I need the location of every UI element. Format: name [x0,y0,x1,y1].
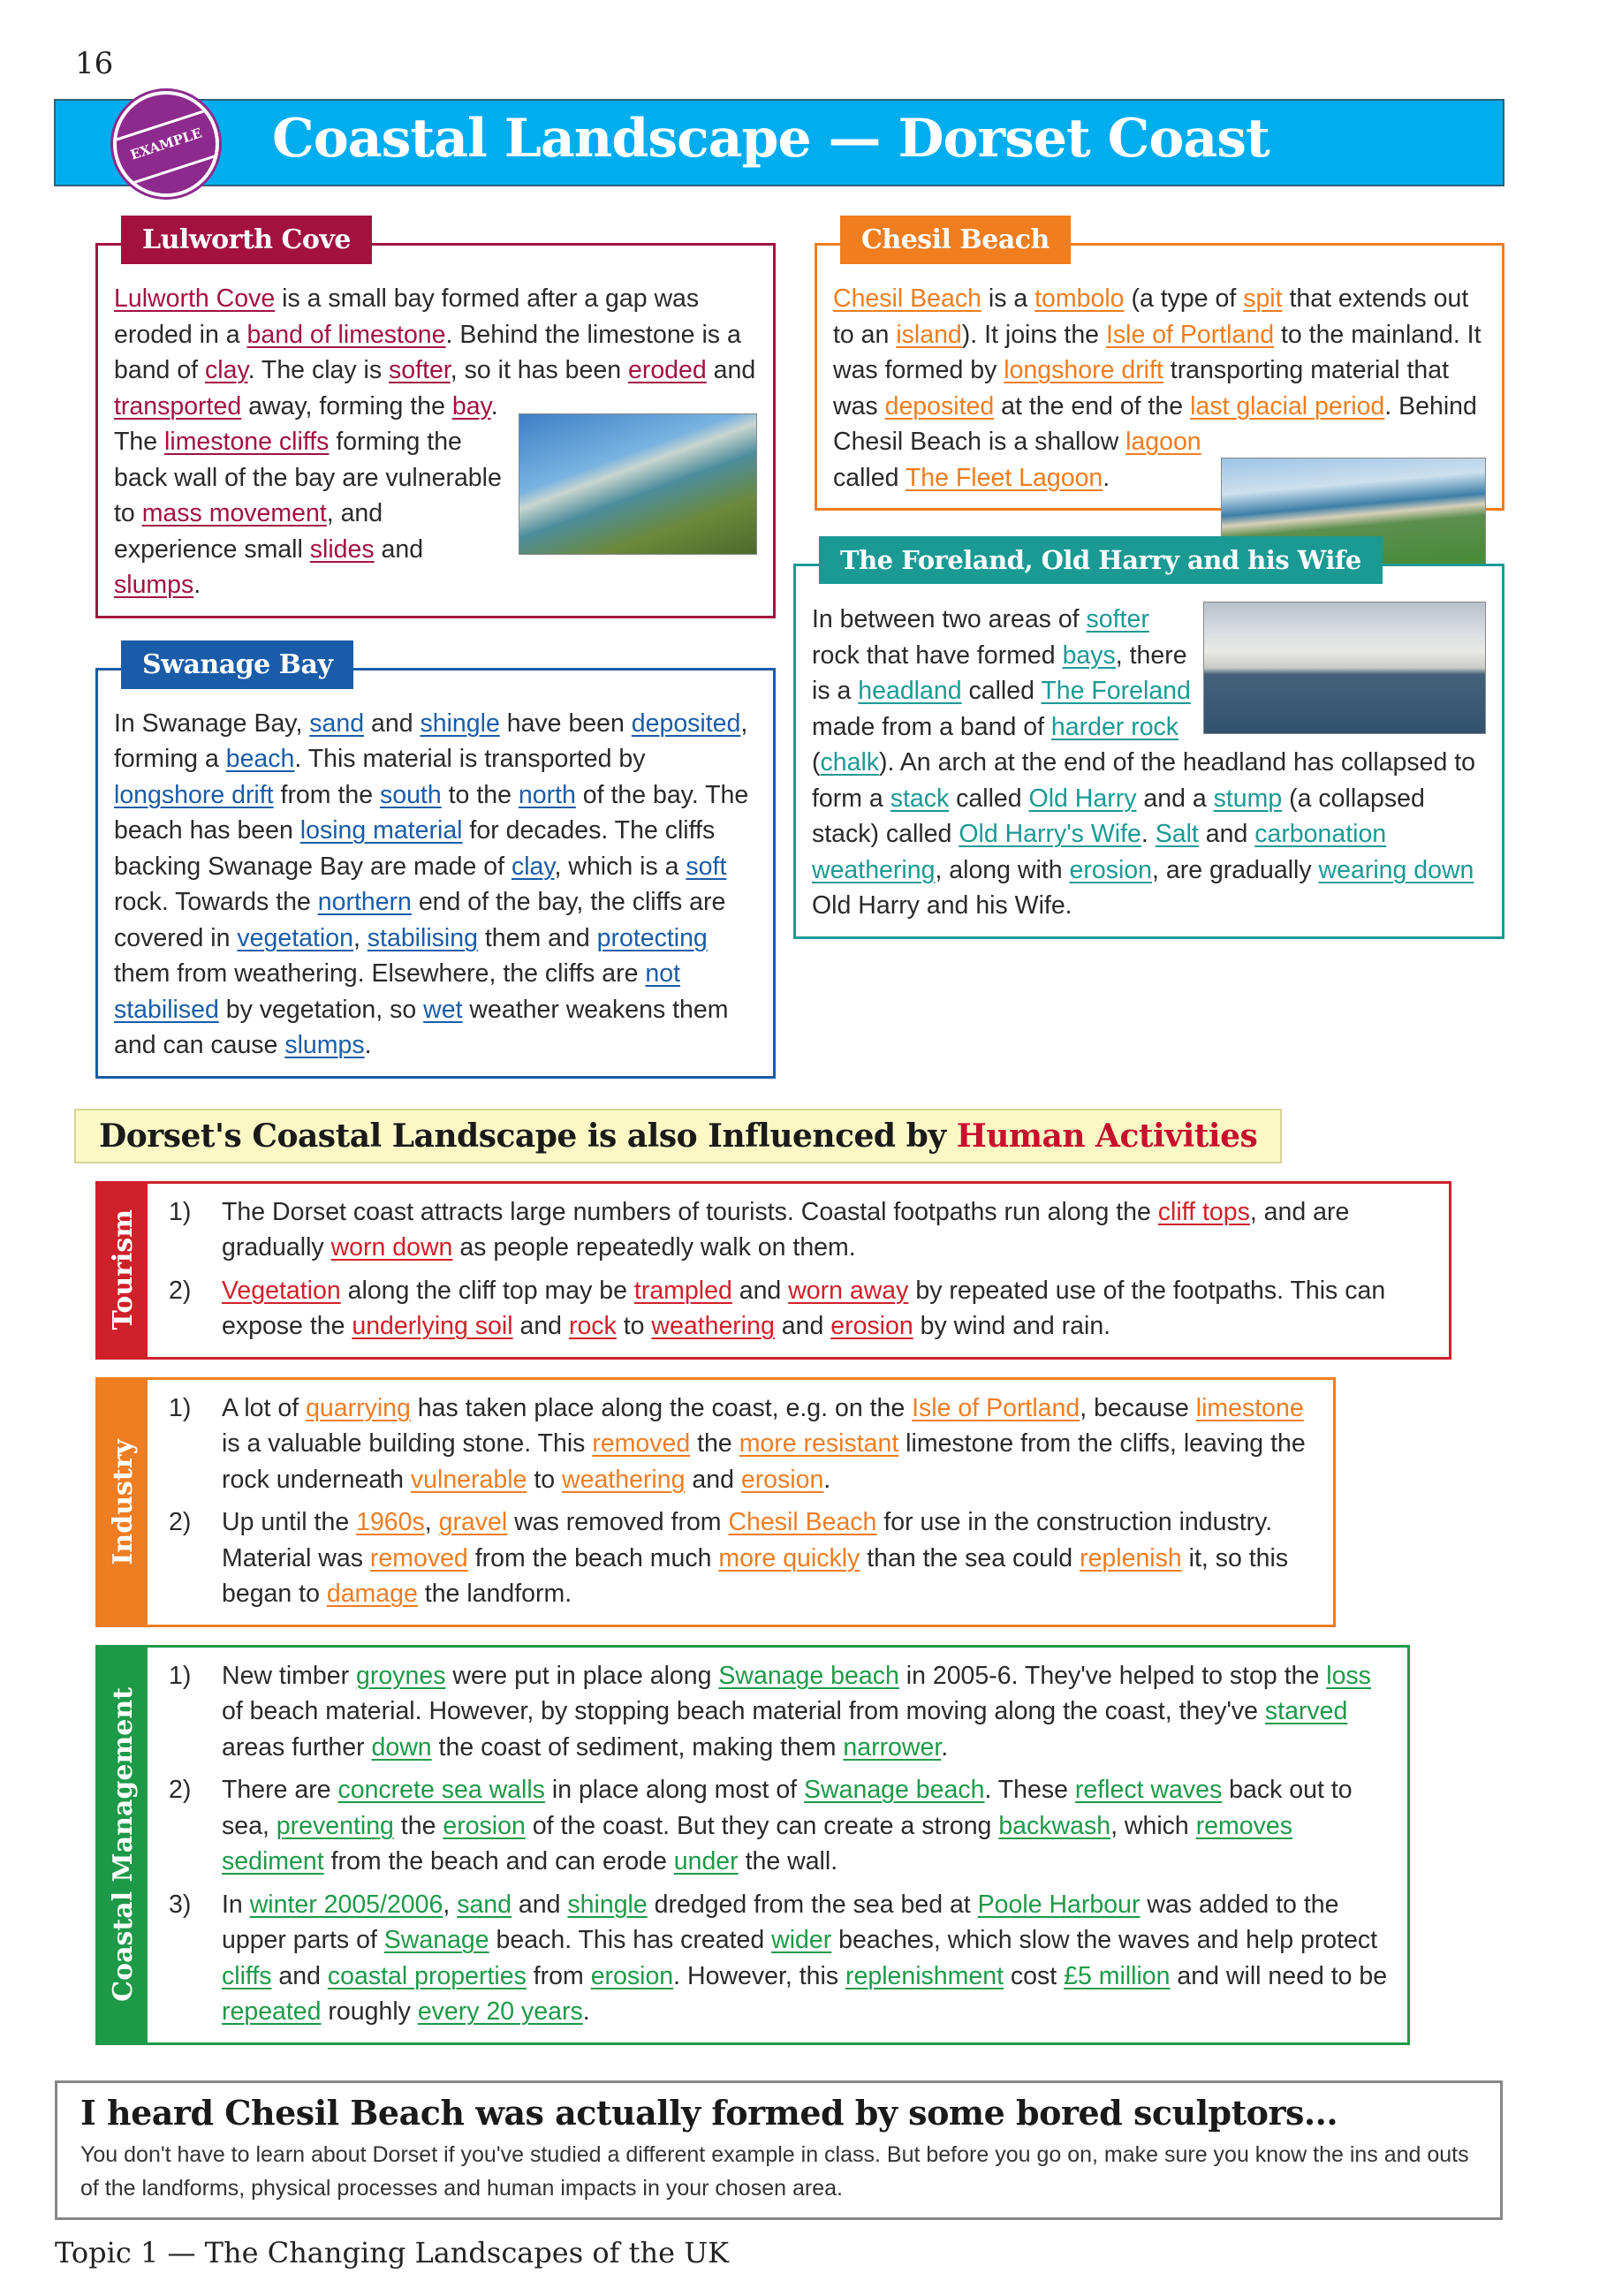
key-term: slumps [284,1031,365,1059]
item-number: 1) [169,1197,192,1226]
text-run: beaches, which slow the waves and help protect [831,1926,1378,1954]
text-run: were put in place along [445,1661,719,1690]
key-term: removes sediment [222,1811,1292,1875]
tourism-box [95,1181,1451,1360]
text-run: have been [499,709,632,738]
text-run: the landform. [417,1580,572,1608]
key-term: wearing down [1318,855,1474,884]
key-term: worn away [788,1276,909,1305]
key-term: quarrying [306,1393,411,1422]
key-term: 1960s [356,1508,425,1536]
category-band [98,1380,148,1625]
text-run: in 2005-6. They've helped to stop the [898,1661,1327,1690]
text-run: . However, this [673,1961,845,1990]
key-term: lagoon [1125,428,1201,456]
text-run: along the cliff top may be [340,1276,634,1305]
text-run: is a [981,284,1035,313]
text-run: in place along most of [544,1776,805,1804]
key-term: weathering [562,1465,686,1494]
key-term: not stabilised [114,959,681,1024]
page-number: 16 [75,46,114,81]
key-term: Salt [1155,820,1199,848]
text-run: them from weathering. Elsewhere, the cliffs are [114,959,646,988]
text-run: Old Harry and his Wife. [812,891,1072,920]
key-term: replenish [1080,1543,1182,1572]
key-term: last glacial period [1190,391,1385,421]
text-run: and [512,1890,568,1919]
activity-list [148,1648,1407,2042]
text-run: at the end of the [994,391,1191,421]
text-run: dredged from the sea bed at [647,1890,978,1919]
text-run: , are gradually [1152,855,1319,884]
list-item [169,1273,1436,1345]
key-term: island [896,320,962,349]
key-term: deposited [884,391,995,421]
foreland-box [793,545,1504,939]
key-term: sand [309,709,365,738]
text-run: was added to the upper parts of [222,1890,1339,1954]
text-run: and [374,534,424,564]
key-term: south [379,780,442,809]
key-term: longshore drift [1004,356,1163,384]
text-run: , [352,923,368,952]
text-run: ). It joins the [961,320,1106,349]
item-number: 1) [169,1661,192,1690]
banner-prefix: Dorset's Coastal Landscape is also Influenced by [99,1117,957,1155]
key-term: worn down [330,1233,453,1262]
key-term: backwash [998,1811,1111,1840]
text-run: the wall. [738,1847,838,1875]
text-run: it, so this began to [222,1543,1289,1608]
key-term: Swanage beach [718,1661,899,1690]
text-run: There are [222,1776,338,1804]
item-number: 2) [169,1776,192,1804]
text-run: to [616,1312,652,1340]
list-item [169,1658,1395,1766]
key-term: mass movement [141,499,327,527]
banner-highlight: Human Activities [956,1117,1258,1155]
key-term: vegetation [237,923,353,952]
text-run: , so it has been [450,356,628,384]
key-term: band of limestone [246,320,446,349]
case-study-columns [0,215,1599,1079]
key-term: bays [1062,640,1116,670]
key-term: slumps [114,571,194,599]
text-run: , [424,1508,439,1536]
text-run: called [961,677,1042,705]
text-run: . [193,571,201,599]
activity-list [148,1184,1449,1357]
text-run: called [833,463,906,492]
key-term: damage [326,1580,418,1608]
key-term: Vegetation [222,1276,341,1305]
text-run: The Dorset coast attracts large numbers of tourists. Coastal footpaths run along the [222,1197,1158,1226]
category-label: Coastal Management [107,1687,139,2002]
human-activities-banner [74,1109,1282,1163]
text-run: by repeated use of the footpaths. This can expose the [222,1276,1386,1340]
text-run: of the bay. The beach has been [114,780,749,845]
text-run: (a type of [1124,284,1244,313]
text-run: , and experience small [114,499,383,564]
text-run: from the beach and can erode [323,1847,674,1875]
key-term: chalk [820,748,880,777]
key-term: north [518,780,576,809]
lulworth-cove-text [114,281,757,603]
text-run: areas further [222,1732,372,1762]
key-term: deposited [631,709,741,738]
key-term: underlying soil [352,1312,513,1340]
text-run: called [949,784,1029,813]
text-run: was removed from [507,1508,729,1536]
text-run: , which [1110,1811,1196,1840]
text-run: In Swanage Bay, [114,709,310,738]
text-run: of the coast. But they can create a strong [525,1811,999,1840]
item-number: 3) [169,1890,192,1919]
text-run: ( [812,748,821,777]
tip-box [55,2080,1503,2220]
text-run: by vegetation, so [218,995,424,1024]
item-number: 1) [169,1393,192,1422]
chesil-beach-box [815,224,1504,511]
key-term: Isle of Portland [912,1393,1080,1422]
key-term: loss [1326,1661,1371,1690]
text-run: forming the back wall of the bay are vulnerable to [114,428,502,527]
text-run: the coast of sediment, making them [431,1732,844,1762]
old-harry-photo [1203,602,1486,734]
text-run: and [1198,820,1255,848]
text-run: . [1103,463,1110,492]
list-item [169,1504,1321,1612]
text-run: roughly [321,1997,418,2026]
text-run: as people repeatedly walk on them. [452,1233,856,1262]
text-run: and [685,1465,741,1494]
text-run: cost [1004,1961,1065,1990]
key-term: Lulworth Cove [114,284,276,313]
key-term: gravel [438,1508,508,1536]
tip-heading: I heard Chesil Beach was actually formed by some bored sculptors... [80,2092,1338,2133]
key-term: vulnerable [410,1465,527,1494]
text-run: is a small bay formed after a gap was eroded in a [114,284,700,349]
text-run: , there is a [812,640,1187,705]
key-term: erosion [740,1465,824,1494]
text-run: to the [441,780,519,809]
text-run: away, forming the [241,391,452,421]
text-run: is a valuable building stone. This [222,1429,593,1458]
chesil-beach-heading: Chesil Beach [840,216,1071,264]
text-run: and [774,1312,831,1340]
coastal-management-box [95,1645,1410,2045]
key-term: Old Harry [1028,784,1137,813]
key-term: longshore drift [114,780,274,809]
key-term: erosion [1069,855,1153,884]
text-run: . This material is transported by [294,745,646,773]
key-term: repeated [222,1997,322,2026]
key-term: tombolo [1034,284,1125,313]
example-badge [113,91,219,197]
text-run: In [222,1890,250,1919]
key-term: softer [389,356,451,384]
key-term: Swanage [383,1926,489,1954]
key-term: £5 million [1064,1961,1171,1990]
page-title: Coastal Landscape — Dorset Coast [272,108,1269,170]
key-term: sand [457,1890,512,1919]
key-term: trampled [633,1276,732,1305]
text-run: from [526,1961,591,1990]
text-run: from the [273,780,380,809]
text-run: , forming a [114,709,748,773]
key-term: bay [451,391,491,421]
key-term: starved [1264,1697,1348,1725]
text-run: and [706,356,756,384]
key-term: losing material [299,816,463,845]
key-term: clay [205,356,248,384]
key-term: wider [771,1926,832,1954]
text-run: has taken place along the coast, e.g. on the [410,1393,913,1422]
key-term: more quickly [718,1543,860,1572]
key-term: cliff tops [1157,1197,1250,1226]
text-run: Up until the [222,1508,357,1536]
item-text [222,1887,1395,2030]
text-run: and [271,1961,328,1990]
key-term: stabilising [367,923,478,952]
text-run: for use in the construction industry. Material was [222,1508,1273,1572]
key-term: The Foreland [1041,677,1191,705]
key-term: carbonation weathering [812,820,1387,884]
key-term: clay [511,852,555,881]
text-run: and [364,709,421,738]
text-run: A lot of [222,1393,307,1422]
text-run: and [731,1276,789,1305]
key-term: The Fleet Lagoon [905,463,1103,492]
text-run: In between two areas of [812,605,1087,633]
key-term: limestone cliffs [164,428,330,456]
text-run: beach. This has created [489,1926,772,1954]
key-term: headland [858,677,962,705]
text-run: . Behind the limestone is a band of [114,320,741,384]
lulworth-cove-photo [519,413,757,555]
key-term: limestone [1195,1393,1304,1422]
text-run: . [364,1031,372,1059]
category-label: Industry [107,1438,139,1565]
key-term: down [371,1732,432,1762]
key-term: reflect waves [1074,1776,1223,1804]
lulworth-cove-heading: Lulworth Cove [121,216,372,264]
key-term: beach [225,745,295,773]
tip-text: You don't have to learn about Dorset if you've studied a different example in class. But before you go on, make sure you know the ins and outs of the landforms, physical processes and human impacts in your chosen area. [80,2141,1469,2201]
list-item [169,1194,1436,1266]
text-run: . [941,1732,949,1762]
item-text [222,1390,1321,1498]
key-term: stump [1213,784,1283,813]
list-item [169,1390,1321,1498]
key-term: narrower [843,1732,942,1762]
list-item [169,1887,1395,2030]
page-header [54,99,1504,186]
text-run: from the beach much [467,1543,719,1572]
key-term: rock [568,1312,617,1340]
key-term: every 20 years [417,1997,583,2026]
text-run: to the mainland. It was formed by [833,320,1482,384]
key-term: northern [317,888,412,916]
key-term: concrete sea walls [337,1776,545,1804]
key-term: Swanage beach [804,1776,985,1804]
key-term: weathering [651,1312,775,1340]
item-number: 2) [169,1508,192,1536]
swanage-bay-text [114,706,757,1064]
text-run: New timber [222,1661,357,1690]
text-run: weather weakens them and can cause [114,995,729,1059]
key-term: erosion [590,1961,674,1990]
badge-label: EXAMPLE [128,125,204,163]
key-term: wet [423,995,463,1024]
text-run: and a [1136,784,1214,813]
key-term: spit [1243,284,1283,313]
key-term: under [673,1847,739,1875]
key-term: groynes [356,1661,446,1690]
key-term: stack [890,784,950,813]
key-term: cliffs [222,1961,272,1990]
key-term: removed [592,1429,691,1458]
list-item [169,1772,1395,1880]
key-term: transported [114,391,242,421]
text-run: for decades. The cliffs backing Swanage Bay are made of [114,816,716,881]
category-band [98,1648,148,2042]
text-run: transporting material that was [833,356,1450,421]
key-term: eroded [627,356,707,384]
text-run: , which is a [554,852,686,881]
text-run: . [582,1997,590,2026]
key-term: shingle [567,1890,648,1919]
text-run: . [1141,820,1156,848]
text-run: to [527,1465,563,1494]
key-term: Chesil Beach [728,1508,877,1536]
text-run: the [690,1429,739,1458]
text-run: that extends out to an [833,284,1469,349]
foreland-text [812,602,1486,924]
text-run: limestone from the cliffs, leaving the rock underneath [222,1429,1306,1494]
text-run: end of the bay, the cliffs are covered in [114,888,726,952]
key-term: slides [309,534,375,564]
key-term: shingle [420,709,500,738]
text-run: the [393,1811,443,1840]
item-text [222,1194,1436,1266]
text-run: , because [1080,1393,1196,1422]
text-run: . The clay is [247,356,390,384]
text-run: , [443,1890,458,1919]
text-run: by wind and rain. [913,1312,1111,1340]
item-text [222,1658,1395,1766]
item-text [222,1504,1321,1612]
text-run: , and are gradually [222,1197,1350,1262]
swanage-bay-box [95,648,776,1079]
text-run: . [823,1465,831,1494]
key-term: soft [686,852,727,881]
text-run: . Behind Chesil Beach is a shallow [833,391,1477,456]
industry-box [95,1377,1336,1627]
item-text [222,1273,1436,1345]
main-content [0,215,1599,2296]
text-run: , along with [935,855,1070,884]
left-column [95,215,776,1079]
item-number: 2) [169,1276,192,1305]
text-run: and [512,1312,569,1340]
key-term: Isle of Portland [1105,320,1275,349]
text-run: made from a band of [812,712,1051,741]
key-term: softer [1086,605,1149,633]
chesil-beach-text [833,281,1486,496]
lulworth-cove-box [95,224,776,618]
category-label: Tourism [107,1209,139,1330]
text-run: (a collapsed stack) called [812,784,1425,848]
text-run: rock. Towards the [114,888,318,916]
key-term: harder rock [1050,712,1179,741]
text-run: back out to sea, [222,1776,1353,1840]
key-term: coastal properties [327,1961,527,1990]
right-column [793,215,1504,939]
text-run: rock that have formed [812,640,1063,670]
key-term: more resistant [739,1429,899,1458]
text-run: of beach material. However, by stopping beach material from moving along the coast, they've [222,1697,1265,1725]
key-term: Chesil Beach [833,284,981,313]
swanage-bay-heading: Swanage Bay [121,640,353,689]
item-text [222,1772,1395,1880]
key-term: winter 2005/2006 [249,1890,443,1919]
text-run: and will need to be [1170,1961,1388,1990]
key-term: Poole Harbour [977,1890,1141,1919]
key-term: removed [369,1543,468,1572]
text-run: . The [114,391,498,456]
foreland-heading: The Foreland, Old Harry and his Wife [819,536,1383,584]
key-term: replenishment [845,1961,1004,1990]
category-band [98,1184,148,1357]
text-run: ). An arch at the end of the headland has collapsed to form a [812,748,1476,813]
activity-list [148,1380,1333,1625]
text-run: . These [984,1776,1075,1804]
key-term: erosion [443,1811,526,1840]
key-term: preventing [276,1811,394,1840]
key-term: erosion [830,1312,913,1340]
text-run: them and [477,923,597,952]
text-run: than the sea could [860,1543,1080,1572]
key-term: Old Harry's Wife [959,820,1141,848]
page-footer: Topic 1 — The Changing Landscapes of the UK [55,2235,730,2269]
key-term: protecting [596,923,708,952]
